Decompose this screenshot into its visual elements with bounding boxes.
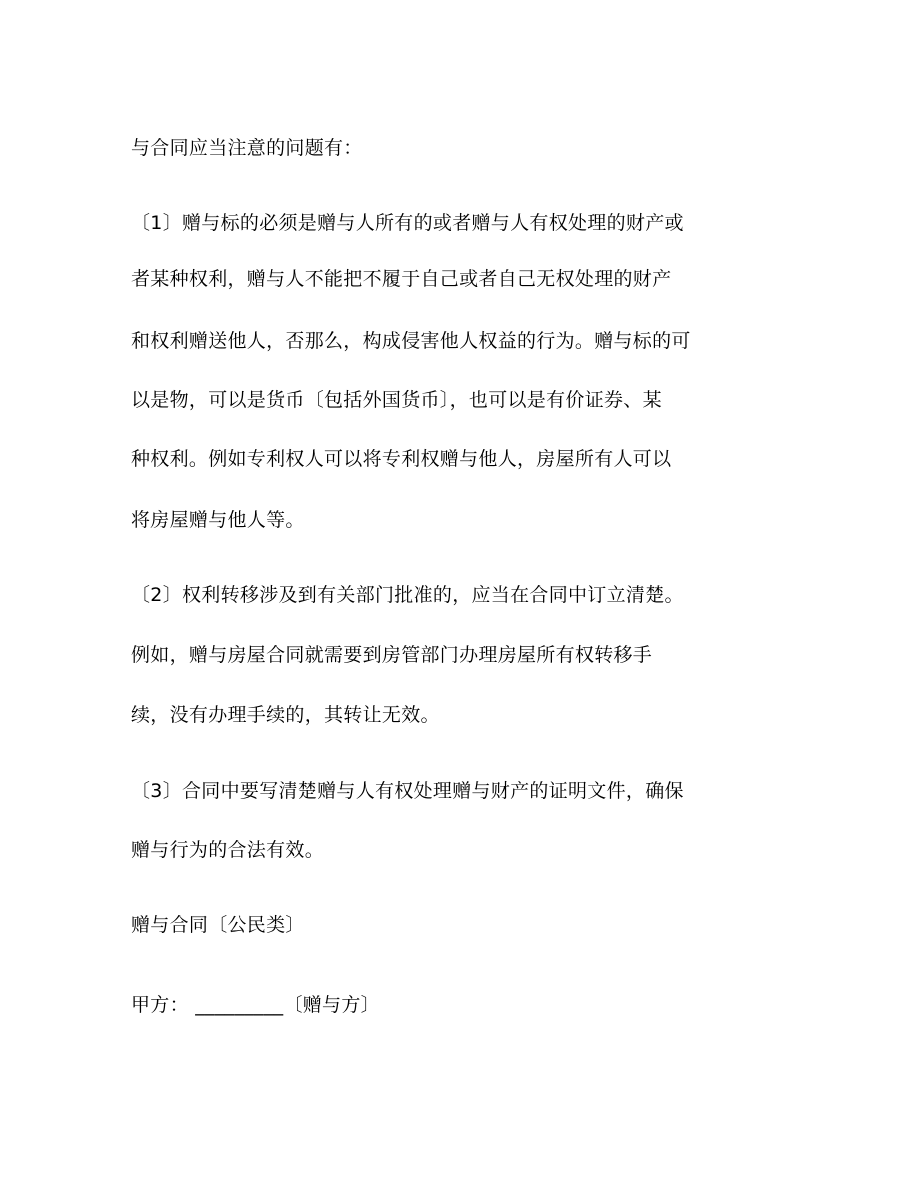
item2-line2: 例如，赠与房屋合同就需要到房管部门办理房屋所有权转移手 (131, 644, 653, 666)
party-a-line: 甲方： _________〔赠与方〕 (131, 994, 380, 1016)
contract-title: 赠与合同〔公民类〕 (131, 914, 305, 936)
item2-line1: 〔2〕权利转移涉及到有关部门批准的，应当在合同中订立清楚。 (131, 584, 684, 606)
intro-line: 与合同应当注意的问题有： (131, 137, 363, 159)
item1-line2: 者某种权利，赠与人不能把不履于自己或者自己无权处理的财产 (131, 268, 672, 290)
item1-line4: 以是物，可以是货币〔包括外国货币〕，也可以是有价证券、某 (131, 389, 662, 411)
item1-line3: 和权利赠送他人，否那么，构成侵害他人权益的行为。赠与标的可 (131, 330, 691, 352)
item1-line5: 种权利。例如专利权人可以将专利权赠与他人，房屋所有人可以 (131, 448, 672, 470)
item3-line1: 〔3〕合同中要写清楚赠与人有权处理赠与财产的证明文件，确保 (131, 780, 684, 802)
item1-line1: 〔1〕赠与标的必须是赠与人所有的或者赠与人有权处理的财产或 (131, 212, 684, 234)
item3-line2: 赠与行为的合法有效。 (131, 839, 325, 861)
item2-line3: 续，没有办理手续的，其转让无效。 (131, 704, 440, 726)
item1-line6: 将房屋赠与他人等。 (131, 509, 305, 531)
